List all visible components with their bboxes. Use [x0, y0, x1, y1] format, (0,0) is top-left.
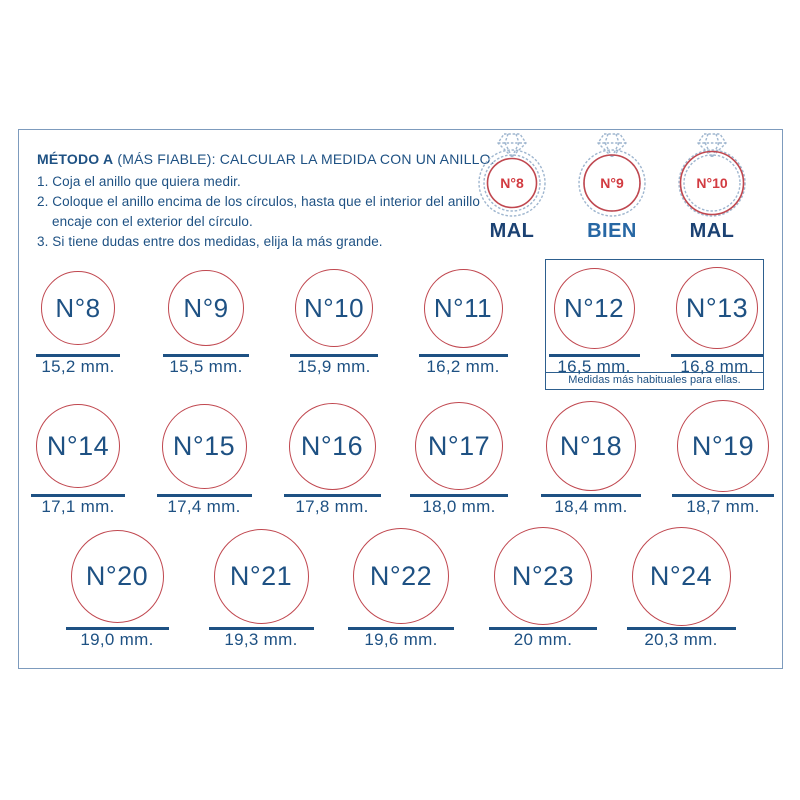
instruction-line-1: 1. Coja el anillo que quiera medir.	[37, 174, 241, 189]
size-circle-9	[168, 270, 244, 346]
size-circle-label: N°16	[300, 430, 364, 461]
size-circle-label: N°19	[691, 430, 755, 461]
common-sizes-note: Medidas más habituales para ellas.	[546, 372, 763, 389]
size-circle-21	[214, 529, 309, 624]
size-circle-13	[676, 267, 758, 349]
size-circle-label: N°9	[183, 292, 229, 323]
instruction-line-3: encaje con el exterior del círculo.	[52, 214, 253, 229]
size-circle-label: N°8	[55, 292, 101, 323]
measure-label-9: 15,5 mm.	[169, 357, 243, 376]
size-circle-18	[546, 401, 636, 491]
size-circle-24	[632, 527, 731, 626]
size-circle-22	[353, 528, 449, 624]
size-circle-15	[162, 404, 247, 489]
size-circle-label: N°18	[559, 430, 623, 461]
svg-text:N°10: N°10	[696, 175, 728, 191]
measure-label-22: 19,6 mm.	[364, 630, 438, 649]
measure-label-16: 17,8 mm.	[295, 497, 369, 516]
size-circle-label: N°10	[303, 292, 365, 323]
ring-icon	[672, 131, 752, 219]
instruction-list	[37, 172, 507, 252]
svg-text:N°8: N°8	[500, 175, 524, 191]
measure-label-21: 19,3 mm.	[224, 630, 298, 649]
header-block	[37, 151, 507, 252]
size-circle-17	[415, 402, 503, 490]
ring-icon	[572, 131, 652, 219]
size-circle-label: N°21	[229, 560, 293, 591]
size-circle-label: N°22	[369, 560, 433, 591]
size-circle-19	[677, 400, 769, 492]
measure-label-10: 15,9 mm.	[297, 357, 371, 376]
guide-title-method: MÉTODO A	[37, 151, 114, 167]
verdict-label: BIEN	[587, 220, 637, 242]
size-circle-label: N°17	[427, 430, 491, 461]
size-circle-12	[554, 268, 635, 349]
size-circle-label: N°20	[85, 560, 149, 591]
verdict-label: MAL	[689, 220, 735, 242]
instruction-line-4: 3. Si tiene dudas entre dos medidas, elija la más grande.	[37, 234, 383, 249]
svg-text:N°9: N°9	[600, 175, 624, 191]
ring-size-guide-card	[18, 129, 783, 669]
size-circle-11	[424, 269, 503, 348]
size-circle-14	[36, 404, 120, 488]
measure-label-8: 15,2 mm.	[41, 357, 115, 376]
verdict-label: MAL	[489, 220, 535, 242]
measure-label-24: 20,3 mm.	[644, 630, 718, 649]
size-circle-16	[289, 403, 376, 490]
measure-label-20: 19,0 mm.	[80, 630, 154, 649]
guide-title	[37, 151, 507, 167]
measure-label-12: 16,5 mm.	[557, 357, 631, 376]
size-circle-label: N°23	[511, 560, 575, 591]
ring-examples	[462, 131, 762, 243]
guide-title-subtitle: (MÁS FIABLE): CALCULAR LA MEDIDA CON UN ANILLO.	[113, 151, 495, 167]
measure-label-19: 18,7 mm.	[686, 497, 760, 516]
size-circle-label: N°14	[46, 430, 110, 461]
measure-label-18: 18,4 mm.	[554, 497, 628, 516]
size-circle-label: N°12	[563, 292, 625, 323]
size-circle-23	[494, 527, 592, 625]
size-circle-label: N°13	[685, 292, 749, 323]
size-circle-8	[41, 271, 115, 345]
measure-label-23: 20 mm.	[513, 630, 573, 649]
ring-example-mal-n°10	[662, 131, 762, 243]
ring-icon	[472, 131, 552, 219]
measure-label-15: 17,4 mm.	[167, 497, 241, 516]
measure-label-13: 16,8 mm.	[680, 357, 754, 376]
measure-label-17: 18,0 mm.	[422, 497, 496, 516]
measure-label-11: 16,2 mm.	[426, 357, 500, 376]
size-circle-label: N°24	[649, 560, 713, 591]
measure-label-14: 17,1 mm.	[41, 497, 115, 516]
ring-example-bien-n°9	[562, 131, 662, 243]
size-circle-20	[71, 530, 164, 623]
size-circle-10	[295, 269, 373, 347]
ring-example-mal-n°8	[462, 131, 562, 243]
size-circle-label: N°11	[433, 292, 493, 323]
size-circle-label: N°15	[172, 430, 236, 461]
instruction-line-2: 2. Coloque el anillo encima de los círculos, hasta que el interior del anillo	[37, 194, 480, 209]
